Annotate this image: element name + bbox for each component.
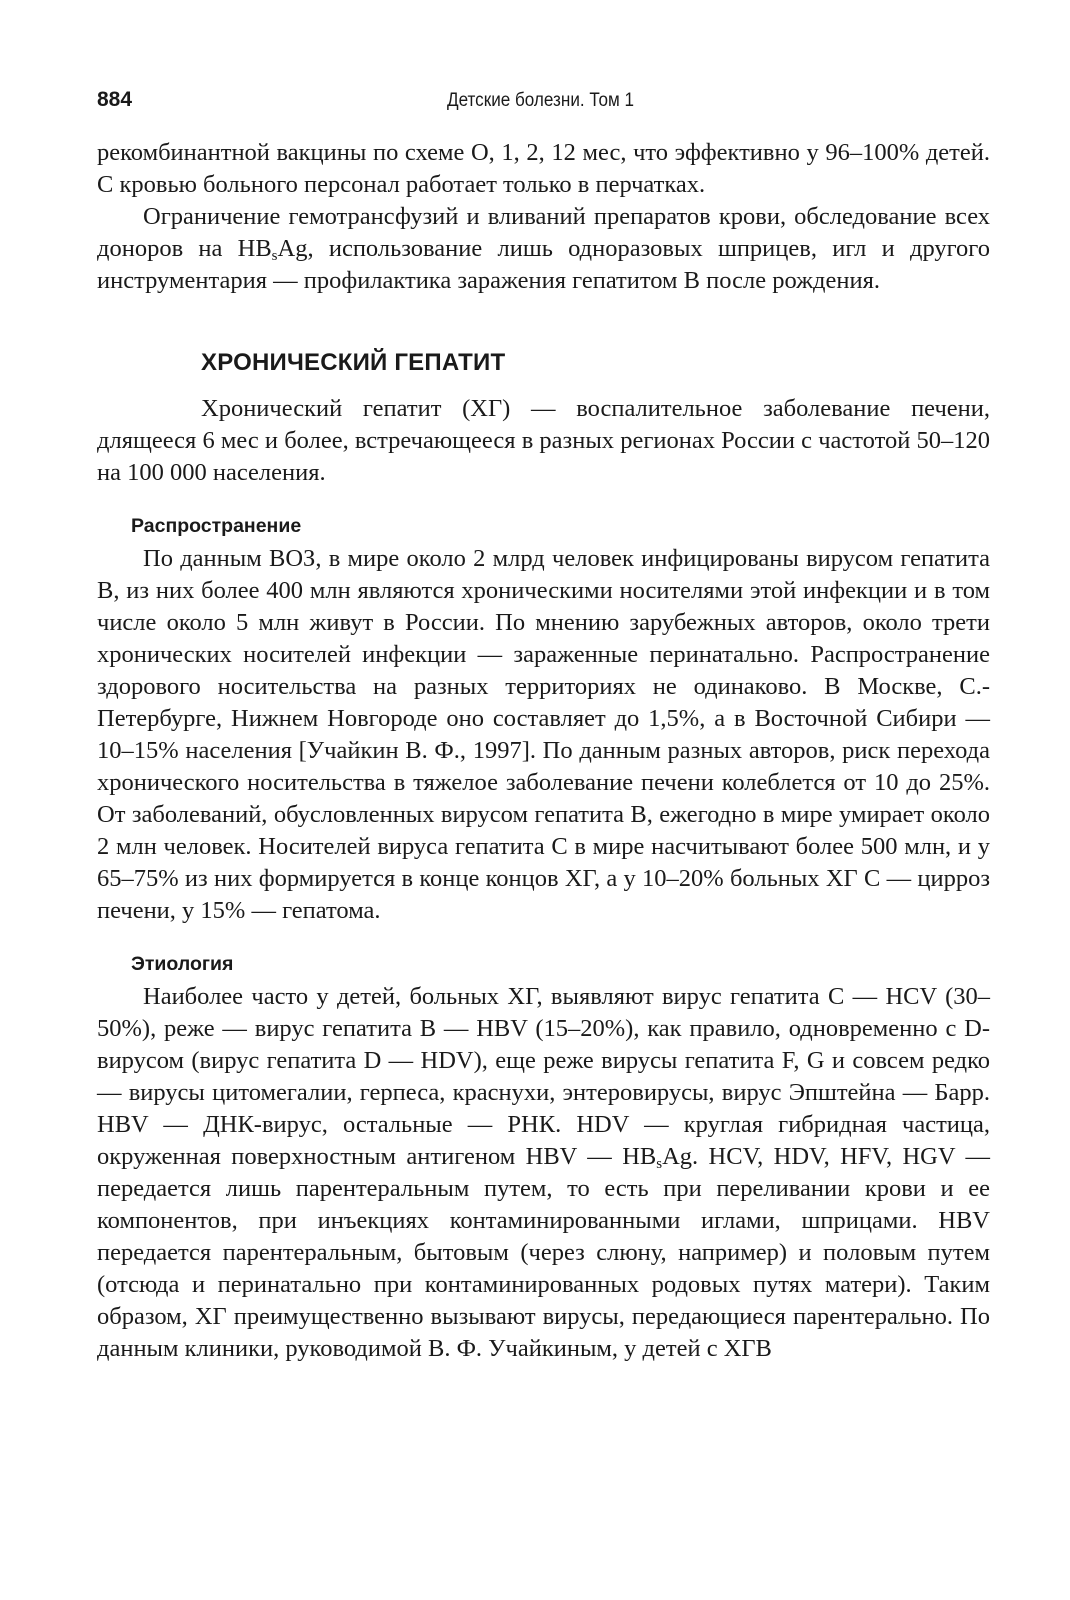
prevalence-paragraph: По данным ВОЗ, в мире около 2 млрд человек инфицированы вирусом гепатита В, из них более 400 млн являются хроническими носителями этой инфекции и в том числе около 5 млн живут в России. По мнению зарубежных авторов, около трети хронических носителей инфекции — зараженные перинатально. Распространение здорового носительства на разных территориях не одинаково. В Москве, С.-Петербурге, Нижнем Новгороде оно составляет до 1,5%, а в Восточной Сибири — 10–15% населения [Учайкин В. Ф., 1997]. По данным разных авторов, риск перехода хронического носительства в тяжелое заболевание печени колеблется от 10 до 25%. От заболеваний, обусловленных вирусом гепатита В, ежегодно в мире умирает около 2 млн человек. Носителей вируса гепатита С в мире насчитывают более 500 млн, и у 65–75% из них формируется в конце концов ХГ, а у 10–20% больных ХГ С — цирроз печени, у 15% — гепатома.: [97, 545, 990, 924]
intro-paragraph-2: [97, 201, 990, 297]
intro-p2-text-end: Ag, использование лишь одноразовых шприцев, игл и другого инструментария — профилактика заражения гепатитом В после рождения.: [97, 235, 990, 294]
etiology-heading: Этиология: [131, 953, 234, 975]
intro-paragraph-1: рекомбинантной вакцины по схеме О, 1, 2, 12 мес, что эффективно у 96–100% детей. С кровью больного персонал работает только в перчатках.: [97, 139, 990, 198]
page-body: [97, 137, 990, 1365]
section-title: ХРОНИЧЕСКИЙ ГЕПАТИТ: [201, 349, 506, 376]
page-number: 884: [97, 88, 133, 111]
etiology-text-start: Наиболее часто у детей, больных ХГ, выявляют вирус гепатита С — HCV (30–50%), реже — вирус гепатита В — HBV (15–20%), как правило, одновременно с D-вирусом (вирус гепатита D — HDV), еще реже вирусы гепатита F, G и совсем редко — вирусы цитомегалии, герпеса, краснухи, энтеровирусы, вирус Эпштейна — Барр. HBV — ДНК-вирус, остальные — РНК. HDV — круглая гибридная частица, окруженная поверхностным антигеном HBV — HB: [97, 983, 990, 1170]
prevalence-heading: Распространение: [131, 515, 302, 537]
etiology-paragraph: [97, 981, 990, 1365]
running-head: [97, 88, 990, 118]
subscript-s: s: [656, 1156, 663, 1172]
subscript-s: s: [271, 248, 278, 264]
book-title: Детские болезни. Том 1: [447, 90, 635, 111]
etiology-text-end: Ag. HCV, HDV, HFV, HGV — передается лишь парентеральным путем, то есть при переливании крови и ее компонентов, при инъекциях контаминированными иглами, шприцами. HBV передается парентеральным, бытовым (через слюну, например) и половым путем (отсюда и перинатально при контаминированных родовых путях матери). Таким образом, ХГ преимущественно вызывают вирусы, передающиеся парентерально. По данным клиники, руководимой В. Ф. Учайкиным, у детей с ХГВ: [97, 1143, 990, 1362]
intro-p2-text-start: Ограничение гемотрансфузий и вливаний препаратов крови, обследование всех доноров на HB: [97, 203, 990, 262]
definition-paragraph: Хронический гепатит (ХГ) — воспалительное заболевание печени, длящееся 6 мес и более, встречающееся в разных регионах России с частотой 50–120 на 100 000 населения.: [97, 395, 990, 486]
